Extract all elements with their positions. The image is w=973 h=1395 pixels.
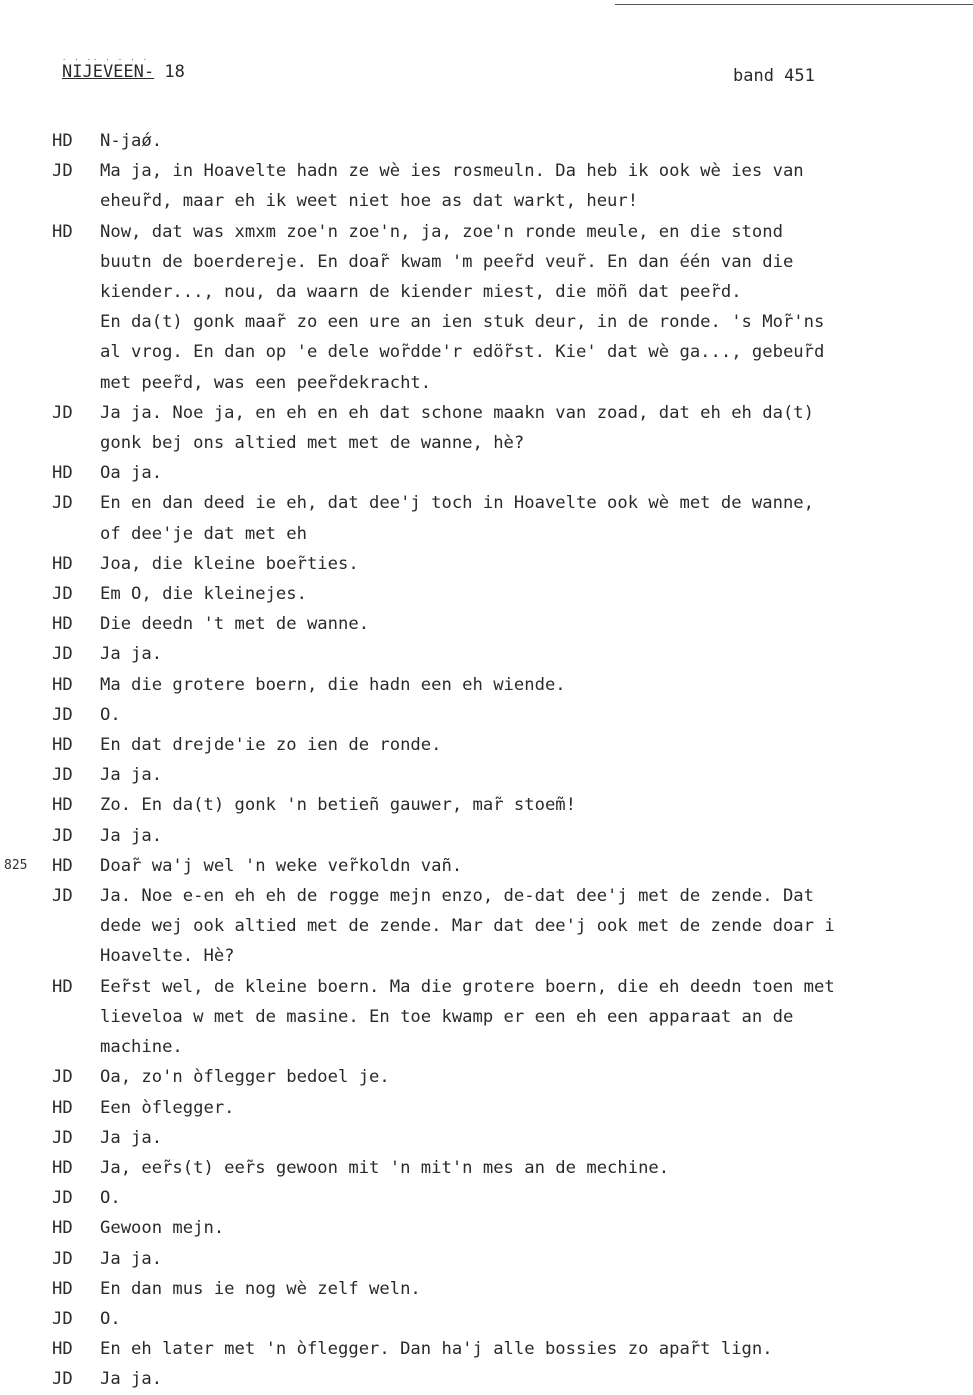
transcript-entry — [0, 458, 973, 488]
utterance-line: O. — [100, 1188, 121, 1209]
utterance-text — [96, 549, 970, 579]
utterance-line: Em O, die kleinejes. — [100, 584, 307, 605]
utterance-line: Ja ja. — [100, 1369, 163, 1390]
utterance-line: Oa, zo'n òflegger bedoel je. — [100, 1067, 390, 1088]
speaker-code: JD — [52, 1369, 73, 1390]
utterance-line: Ja, eer̃s(t) eer̃s gewoon mit 'n mit'n mes an de mechine. — [100, 1157, 670, 1178]
speaker-container — [0, 1153, 96, 1183]
utterance-line: Een òflegger. — [100, 1097, 235, 1118]
utterance-text — [96, 972, 970, 1063]
speaker-code: HD — [52, 855, 73, 876]
utterance-line: machine. — [100, 1037, 183, 1058]
transcript-entry — [0, 217, 973, 398]
speaker-container — [0, 1093, 96, 1123]
speaker-container — [0, 609, 96, 639]
transcript-entry — [0, 488, 973, 548]
utterance-line: En dan mus ie nog wè zelf weln. — [100, 1278, 421, 1299]
utterance-line: Ja ja. — [100, 825, 163, 846]
utterance-line: Ma ja, in Hoavelte hadn ze wè ies rosmeuln. Da heb ik ook wè ies van — [100, 161, 804, 182]
speaker-code: JD — [52, 1067, 73, 1088]
utterance-line: N-jaǿ. — [100, 131, 163, 151]
utterance-line: En da(t) gonk maar̃ zo een ure an ien stuk deur, in de ronde. 's Mor̃'ns — [100, 312, 825, 333]
location-label: NIJEVEEN- — [62, 62, 155, 82]
speaker-container — [0, 1062, 96, 1092]
utterance-text — [96, 639, 970, 669]
speaker-container — [0, 1213, 96, 1243]
speaker-container — [0, 1244, 96, 1274]
page-header-left — [62, 62, 185, 82]
utterance-line: al vrog. En dan op 'e dele wor̃dde'r edör̃st. Kie' dat wè ga..., gebeur̃d — [100, 342, 825, 363]
transcript-entry — [0, 398, 973, 458]
margin-counter: 825 — [4, 857, 28, 873]
utterance-line: met peer̃d, was een peer̃dekracht. — [100, 372, 432, 393]
speaker-code: JD — [52, 765, 73, 786]
utterance-line: gonk bej ons altied met met de wanne, hè? — [100, 433, 525, 454]
utterance-text — [96, 1244, 970, 1274]
utterance-text — [96, 1334, 970, 1364]
utterance-text — [96, 1274, 970, 1304]
speaker-container — [0, 217, 96, 398]
transcript-entry — [0, 639, 973, 669]
transcript-entry — [0, 1334, 973, 1364]
transcript-entry — [0, 881, 973, 972]
speaker-container — [0, 670, 96, 700]
speaker-container — [0, 549, 96, 579]
speaker-code: HD — [52, 1339, 73, 1360]
transcript-entry — [0, 1062, 973, 1092]
speaker-code: HD — [52, 463, 73, 484]
speaker-code: HD — [52, 976, 73, 997]
utterance-text — [96, 1153, 970, 1183]
top-rule — [615, 4, 973, 5]
utterance-text — [96, 760, 970, 790]
utterance-text — [96, 1364, 970, 1394]
transcript-entry — [0, 730, 973, 760]
transcript-entry — [0, 156, 973, 216]
transcript-entry — [0, 1364, 973, 1394]
utterance-line: Eer̃st wel, de kleine boern. Ma die grotere boern, die eh deedn toen met — [100, 976, 835, 997]
speaker-code: HD — [52, 614, 73, 635]
utterance-line: Ja ja. — [100, 765, 163, 786]
utterance-text — [96, 458, 970, 488]
utterance-line: Ja ja. Noe ja, en eh en eh dat schone maakn van zoad, dat eh eh da(t) — [100, 402, 814, 423]
speaker-container — [0, 700, 96, 730]
speaker-code: HD — [52, 1097, 73, 1118]
utterance-line: Doar̃ wa'j wel 'n weke ver̃koldn vañ. — [100, 855, 463, 876]
speaker-code: JD — [52, 704, 73, 725]
utterance-text — [96, 1213, 970, 1243]
speaker-container — [0, 972, 96, 1063]
transcript-entry — [0, 549, 973, 579]
speaker-code: JD — [52, 1248, 73, 1269]
utterance-text — [96, 579, 970, 609]
speaker-code: HD — [52, 1218, 73, 1239]
utterance-line: Die deedn 't met de wanne. — [100, 614, 370, 635]
tape-label: band 451 — [733, 66, 815, 86]
speaker-container — [0, 398, 96, 458]
utterance-text — [96, 1093, 970, 1123]
transcript-entry — [0, 670, 973, 700]
utterance-line: of dee'je dat met eh — [100, 523, 307, 544]
speaker-code: JD — [52, 161, 73, 182]
utterance-line: Hoavelte. Hè? — [100, 946, 235, 967]
utterance-line: Ma die grotere boern, die hadn een eh wiende. — [100, 674, 566, 695]
utterance-text — [96, 1304, 970, 1334]
transcript-entry — [0, 1274, 973, 1304]
utterance-line: Oa ja. — [100, 463, 163, 484]
speaker-code: HD — [52, 795, 73, 816]
speaker-code: JD — [52, 493, 73, 514]
utterance-line: lieveloa w met de masine. En toe kwamp er een eh een apparaat an de — [100, 1006, 794, 1027]
speaker-container — [0, 639, 96, 669]
transcript-entry — [0, 1183, 973, 1213]
utterance-line: eheur̃d, maar eh ik weet niet hoe as dat warkt, heur! — [100, 191, 639, 212]
utterance-text — [96, 1123, 970, 1153]
speaker-code: HD — [52, 674, 73, 695]
utterance-line: kiender..., nou, da waarn de kiender miest, die möñ dat peer̃d. — [100, 282, 742, 303]
speaker-container — [0, 1334, 96, 1364]
transcript-entry — [0, 609, 973, 639]
utterance-line: Gewoon mejn. — [100, 1218, 225, 1239]
utterance-line: buutn de boerdereje. En doar̃ kwam 'm peer̃d veur̃. En dan één van die — [100, 251, 794, 272]
utterance-text — [96, 670, 970, 700]
transcript-entry — [0, 579, 973, 609]
speaker-code: JD — [52, 402, 73, 423]
speaker-container — [0, 126, 96, 156]
transcript-body — [0, 126, 973, 1395]
speaker-container — [0, 1304, 96, 1334]
speaker-container — [0, 881, 96, 972]
transcript-entry — [0, 851, 973, 881]
speaker-code: HD — [52, 221, 73, 242]
transcript-entry — [0, 1093, 973, 1123]
page-number: 18 — [164, 62, 185, 82]
utterance-line: Joa, die kleine boer̃ties. — [100, 553, 359, 574]
utterance-text — [96, 488, 970, 548]
speaker-container — [0, 488, 96, 548]
utterance-text — [96, 1183, 970, 1213]
speaker-container — [0, 1274, 96, 1304]
utterance-line: O. — [100, 1308, 121, 1329]
utterance-line: dede wej ook altied met de zende. Mar dat dee'j ook met de zende doar i — [100, 916, 835, 937]
utterance-text — [96, 851, 970, 881]
speaker-container — [0, 458, 96, 488]
speaker-code: HD — [52, 1278, 73, 1299]
speaker-code: JD — [52, 1188, 73, 1209]
speaker-container — [0, 1123, 96, 1153]
utterance-text — [96, 126, 970, 156]
transcript-entry — [0, 821, 973, 851]
transcript-entry — [0, 760, 973, 790]
typewriter-specks: · · ·· · · · · — [62, 56, 150, 64]
utterance-line: Now, dat was xmxm zoe'n zoe'n, ja, zoe'n ronde meule, en die stond — [100, 221, 783, 242]
transcript-entry — [0, 1123, 973, 1153]
transcript-entry — [0, 1213, 973, 1243]
utterance-line: Ja ja. — [100, 1248, 163, 1269]
transcript-entry — [0, 1304, 973, 1334]
speaker-code: JD — [52, 1127, 73, 1148]
utterance-text — [96, 700, 970, 730]
utterance-text — [96, 609, 970, 639]
speaker-code: HD — [52, 131, 73, 151]
utterance-line: Ja ja. — [100, 644, 163, 665]
utterance-line: En dat drejde'ie zo ien de ronde. — [100, 735, 442, 756]
utterance-text — [96, 790, 970, 820]
utterance-text — [96, 821, 970, 851]
speaker-container — [0, 1183, 96, 1213]
transcript-entry — [0, 1153, 973, 1183]
speaker-container — [0, 730, 96, 760]
speaker-code: HD — [52, 553, 73, 574]
utterance-line: En eh later met 'n òflegger. Dan ha'j alle bossies zo apar̃t lign. — [100, 1339, 773, 1360]
speaker-container — [0, 579, 96, 609]
speaker-container — [0, 760, 96, 790]
speaker-container — [0, 1364, 96, 1394]
utterance-text — [96, 398, 970, 458]
utterance-line: Zo. En da(t) gonk 'n betieñ gauwer, mar̃ stoem̃! — [100, 795, 576, 816]
utterance-text — [96, 1062, 970, 1092]
utterance-text — [96, 881, 970, 972]
speaker-container — [0, 790, 96, 820]
speaker-code: JD — [52, 1308, 73, 1329]
utterance-line: Ja. Noe e-en eh eh de rogge mejn enzo, de-dat dee'j met de zende. Dat — [100, 886, 814, 907]
speaker-code: HD — [52, 735, 73, 756]
speaker-code: JD — [52, 644, 73, 665]
speaker-code: JD — [52, 886, 73, 907]
transcript-entry — [0, 972, 973, 1063]
transcript-entry — [0, 700, 973, 730]
utterance-line: Ja ja. — [100, 1127, 163, 1148]
speaker-container — [0, 821, 96, 851]
speaker-code: HD — [52, 1157, 73, 1178]
transcript-entry — [0, 1244, 973, 1274]
speaker-code: JD — [52, 584, 73, 605]
utterance-text — [96, 156, 970, 216]
utterance-line: O. — [100, 704, 121, 725]
utterance-line: En en dan deed ie eh, dat dee'j toch in Hoavelte ook wè met de wanne, — [100, 493, 814, 514]
transcript-entry — [0, 126, 973, 156]
utterance-text — [96, 730, 970, 760]
utterance-text — [96, 217, 970, 398]
speaker-code: JD — [52, 825, 73, 846]
transcript-entry — [0, 790, 973, 820]
speaker-container — [0, 156, 96, 216]
